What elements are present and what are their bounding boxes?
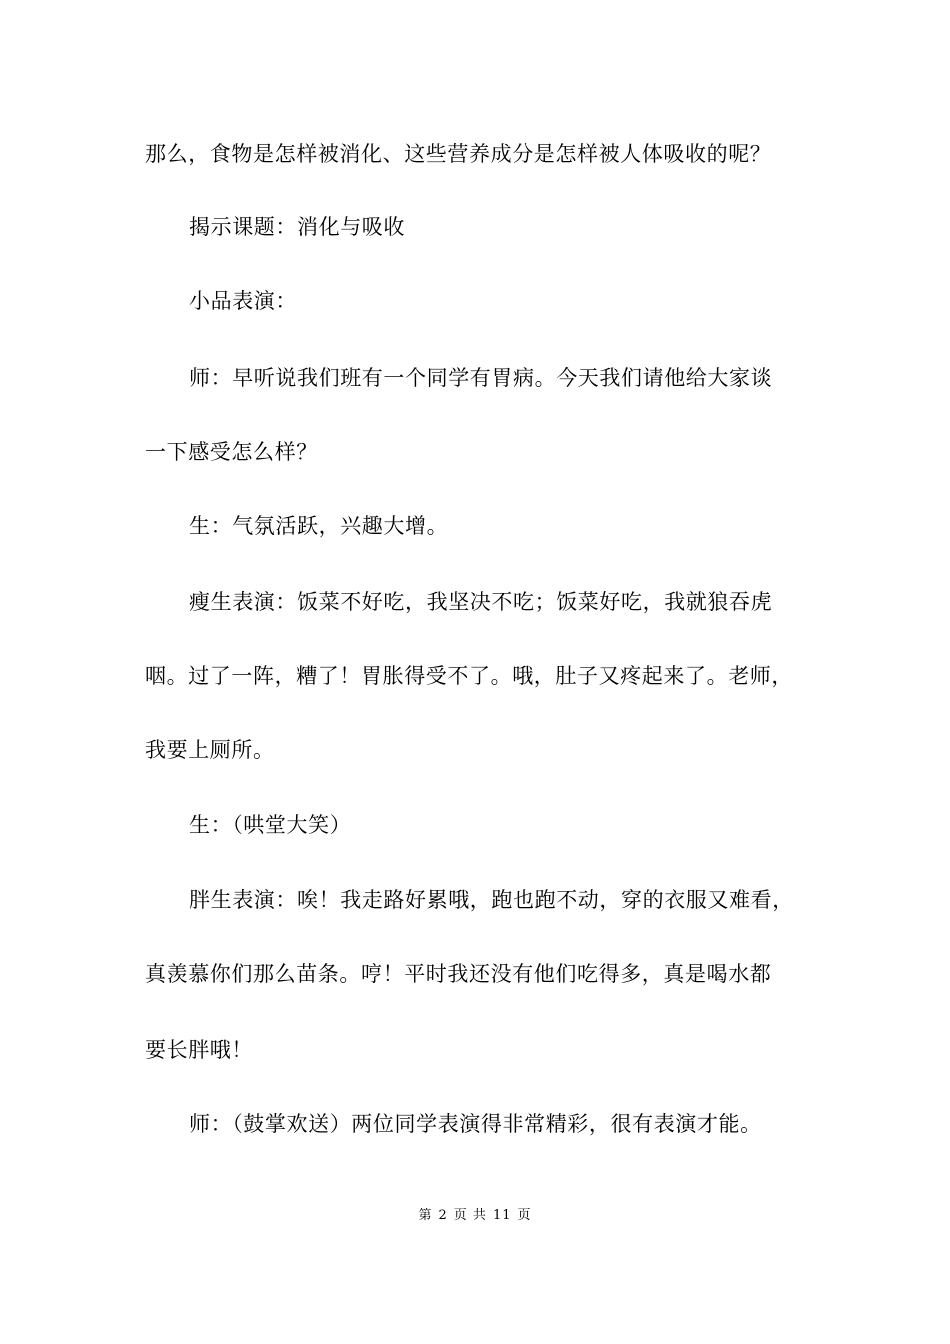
paragraph-line: 师：（鼓掌欢送）两位同学表演得非常精彩，很有表演才能。 bbox=[189, 1112, 762, 1136]
paragraph-line: 揭示课题：消化与吸收 bbox=[189, 215, 405, 239]
paragraph-line: 我要上厕所。 bbox=[145, 738, 275, 762]
paragraph-line: 生：（哄堂大笑） bbox=[189, 813, 352, 837]
paragraph-line: 瘦生表演：饭菜不好吃，我坚决不吃；饭菜好吃，我就狼吞虎 bbox=[189, 590, 773, 614]
paragraph-line: 胖生表演：唉！我走路好累哦，跑也跑不动，穿的衣服又难看， bbox=[189, 888, 794, 912]
footer-total-pages: 11 bbox=[492, 1208, 512, 1223]
paragraph-line: 师：早听说我们班有一个同学有胃病。今天我们请他给大家谈 bbox=[189, 366, 773, 390]
footer-prefix: 第 bbox=[418, 1208, 433, 1223]
paragraph-line: 小品表演： bbox=[189, 289, 297, 313]
page-footer bbox=[0, 1206, 950, 1226]
paragraph-line: 要长胖哦！ bbox=[145, 1038, 253, 1062]
paragraph-line: 咽。过了一阵，糟了！胃胀得受不了。哦，肚子又疼起来了。老师， bbox=[145, 664, 793, 688]
footer-suffix: 页 bbox=[517, 1208, 532, 1223]
footer-current-page: 2 bbox=[438, 1208, 448, 1223]
paragraph-line: 真羡慕你们那么苗条。哼！平时我还没有他们吃得多，真是喝水都 bbox=[145, 962, 772, 986]
paragraph-line: 一下感受怎么样？ bbox=[145, 440, 318, 464]
paragraph-line: 那么，食物是怎样被消化、这些营养成分是怎样被人体吸收的呢？ bbox=[145, 142, 772, 166]
footer-middle: 页 共 bbox=[453, 1208, 487, 1223]
paragraph-line: 生：气氛活跃，兴趣大增。 bbox=[189, 514, 449, 538]
